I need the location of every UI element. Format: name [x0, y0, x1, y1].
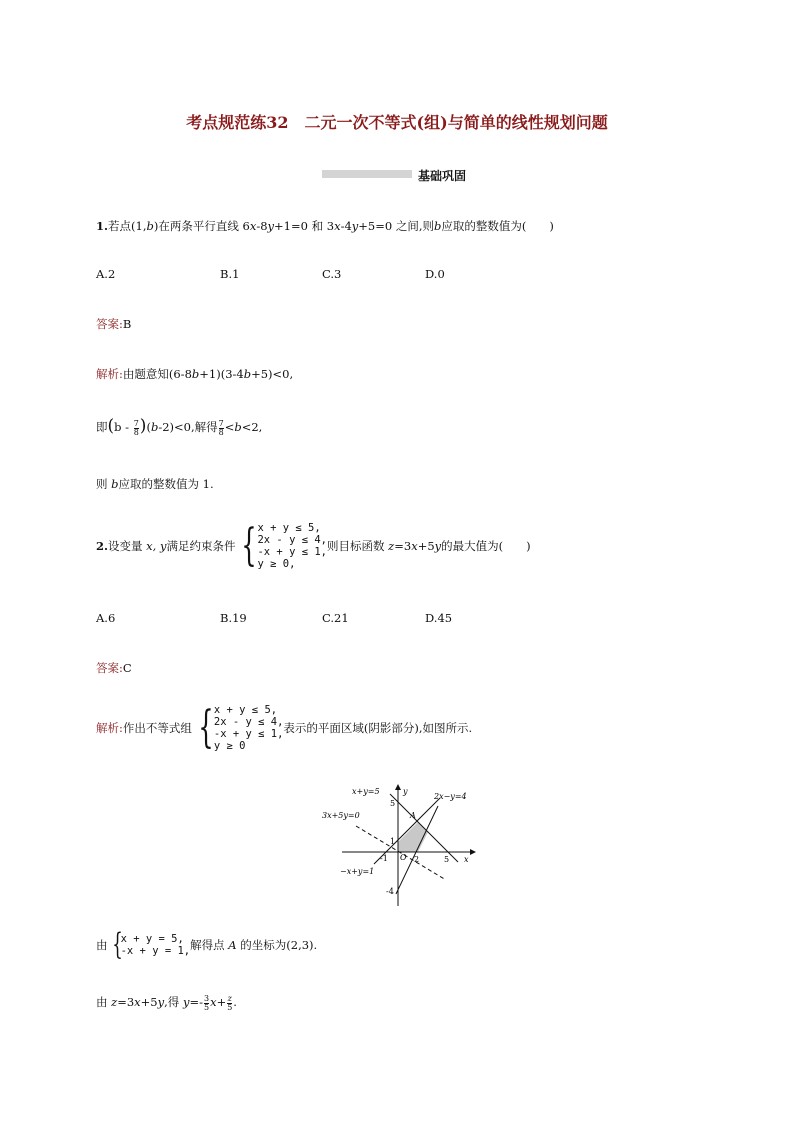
- analysis-text: 则: [96, 477, 108, 491]
- last-text: +5: [140, 995, 158, 1009]
- frac-den: 5: [227, 1002, 233, 1012]
- option-c[interactable]: C.3: [322, 267, 342, 281]
- feasible-region-graph: [310, 782, 480, 908]
- q2-var: x, y: [146, 539, 167, 553]
- fraction-7-8: [134, 420, 139, 437]
- frac-num: z: [227, 993, 232, 1003]
- q2-text: 设变量: [108, 539, 143, 553]
- analysis-text: 即: [96, 420, 108, 434]
- analysis-label: 解析:: [96, 721, 123, 735]
- q1-text: (1,: [131, 219, 147, 233]
- section-label: 基础巩固: [418, 169, 467, 183]
- frac-num: 7: [218, 418, 224, 428]
- solve-var: A: [228, 938, 237, 952]
- last-text: +: [216, 995, 227, 1009]
- frac-num: 3: [203, 993, 210, 1003]
- constraint-line: -x + y ≤ 1,: [257, 546, 328, 558]
- analysis-var: b: [243, 367, 252, 381]
- q1-var: x: [249, 219, 257, 233]
- constraint-line: x + y ≤ 5,: [213, 704, 278, 716]
- q2-text: 的最大值为( ): [441, 539, 531, 553]
- solve-line: [96, 927, 318, 962]
- q2-var: y: [434, 539, 442, 553]
- label-line4: −x+y=1: [340, 867, 375, 876]
- equation-line: x + y = 5,: [120, 933, 184, 945]
- brace-icon: {: [198, 702, 214, 753]
- solve-text: 由: [96, 938, 108, 952]
- analysis-text: 作出不等式组: [122, 721, 192, 735]
- q2-text: 满足约束条件: [166, 539, 236, 553]
- frac-den: 8: [218, 427, 224, 437]
- last-var: z: [111, 995, 118, 1009]
- option-c[interactable]: C.21: [322, 611, 349, 625]
- question-1-stem: [96, 218, 554, 234]
- analysis-var: b: [111, 477, 119, 491]
- label-origin: O: [400, 853, 407, 862]
- q1-text: 应取的整数值为( ): [441, 219, 554, 233]
- page-title: 考点规范练32 二元一次不等式(组)与简单的线性规划问题: [186, 113, 608, 132]
- q1-text: -8: [256, 219, 268, 233]
- last-text: 由: [96, 995, 108, 1009]
- last-var: x: [210, 995, 217, 1009]
- y-axis-arrow-icon: [395, 784, 401, 790]
- constraint-system: [257, 522, 327, 570]
- q1-var: b: [434, 219, 442, 233]
- tick-x-2: 2: [414, 855, 420, 864]
- frac-den: 5: [203, 1002, 210, 1012]
- constraint-line: x + y ≤ 5,: [257, 522, 321, 534]
- q1-text: +5=0 之间,则: [358, 219, 434, 233]
- q1-text: 若点: [108, 219, 132, 233]
- brace-icon: {: [241, 520, 258, 571]
- analysis-1-line-3: [96, 476, 214, 492]
- answer-label: 答案:: [96, 661, 123, 675]
- constraint-line: 2x - y ≤ 4,: [257, 534, 328, 546]
- q1-text: +1=0 和 3: [274, 219, 335, 233]
- equation-line: -x + y = 1,: [120, 945, 191, 957]
- q1-text: )在两条平行直线 6: [153, 219, 250, 233]
- fraction-7-8-b: [219, 420, 224, 437]
- paren-left: (: [107, 416, 115, 436]
- analysis-label: 解析:: [96, 367, 123, 381]
- constraint-line: 2x - y ≤ 4,: [213, 716, 284, 728]
- last-text: .: [233, 995, 237, 1009]
- last-var: y: [157, 995, 165, 1009]
- analysis-text: -2)<0,解得: [158, 420, 218, 434]
- analysis-text: b -: [114, 420, 130, 434]
- q2-text: 则目标函数: [327, 539, 385, 553]
- label-y-axis: y: [403, 787, 408, 796]
- analysis-text: 由题意知(6-8: [122, 367, 192, 381]
- q1-var: x: [334, 219, 341, 233]
- frac-num: 7: [133, 418, 139, 428]
- x-axis-arrow-icon: [470, 849, 476, 855]
- fraction-z-5: [227, 995, 232, 1012]
- option-b[interactable]: B.19: [220, 611, 247, 625]
- answer-1: [96, 316, 131, 332]
- solve-text: 的坐标为(2,3).: [240, 938, 318, 952]
- analysis-2-line-1: [96, 704, 472, 752]
- analysis-var: b: [234, 420, 242, 434]
- solve-system: [121, 933, 191, 957]
- analysis-text: +1)(3-4: [199, 367, 244, 381]
- q1-var: y: [351, 219, 359, 233]
- label-line1: x+y=5: [352, 787, 380, 796]
- question-1-number: 1.: [96, 219, 109, 233]
- brace-icon: {: [111, 927, 123, 962]
- constraint-system: [214, 704, 284, 752]
- section-bar: [322, 170, 412, 178]
- tick-y-5: 5: [390, 799, 396, 808]
- analysis-1-line-1: [96, 366, 293, 382]
- q2-text: +5: [417, 539, 435, 553]
- frac-den: 8: [133, 427, 139, 437]
- answer-2: [96, 660, 132, 676]
- constraint-line: y ≥ 0,: [257, 558, 296, 570]
- question-2-number: 2.: [96, 539, 109, 553]
- fraction-3-5: [204, 995, 209, 1012]
- analysis-text: 表示的平面区域(阴影部分),如图所示.: [283, 721, 473, 735]
- question-2-stem: [96, 522, 531, 570]
- q1-var: b: [146, 219, 154, 233]
- label-line3: 3x+5y=0: [322, 811, 360, 820]
- last-var: x: [134, 995, 141, 1009]
- solve-text: 解得点: [190, 938, 225, 952]
- answer-label: 答案:: [96, 317, 123, 331]
- q2-text: =3: [394, 539, 412, 553]
- last-text: ,得: [164, 995, 180, 1009]
- analysis-text: 应取的整数值为 1.: [118, 477, 214, 491]
- option-d[interactable]: D.45: [425, 611, 453, 625]
- last-var: y: [182, 995, 190, 1009]
- analysis-text: <: [224, 420, 235, 434]
- paren-right: ): [139, 416, 147, 436]
- q1-var: y: [267, 219, 275, 233]
- option-d[interactable]: D.0: [425, 267, 445, 281]
- option-a[interactable]: A.6: [96, 611, 116, 625]
- label-x-axis: x: [464, 855, 469, 864]
- analysis-text: +5)<0,: [251, 367, 294, 381]
- analysis-text: <2,: [241, 420, 263, 434]
- last-text: =3: [117, 995, 135, 1009]
- analysis-var: b: [191, 367, 200, 381]
- answer-value: B: [122, 317, 132, 331]
- option-b[interactable]: B.1: [220, 267, 240, 281]
- q1-text: -4: [340, 219, 352, 233]
- constraint-line: y ≥ 0: [213, 740, 246, 752]
- last-text: =-: [189, 995, 203, 1009]
- label-line2: 2x−y=4: [434, 792, 467, 801]
- q2-var: x: [411, 539, 418, 553]
- constraint-line: -x + y ≤ 1,: [213, 728, 284, 740]
- analysis-text: (: [146, 420, 151, 434]
- option-a[interactable]: A.2: [96, 267, 116, 281]
- tick-x-5: 5: [444, 855, 450, 864]
- analysis-var: b: [150, 420, 159, 434]
- last-line: [96, 994, 237, 1012]
- label-point-a: A: [410, 811, 416, 820]
- q2-var: z: [388, 539, 395, 553]
- tick-x-m1: -1: [380, 854, 388, 863]
- tick-y-m4: -4: [386, 887, 394, 896]
- answer-value: C: [122, 661, 132, 675]
- tick-y-1: 1: [390, 837, 396, 846]
- analysis-1-line-2: [96, 416, 262, 437]
